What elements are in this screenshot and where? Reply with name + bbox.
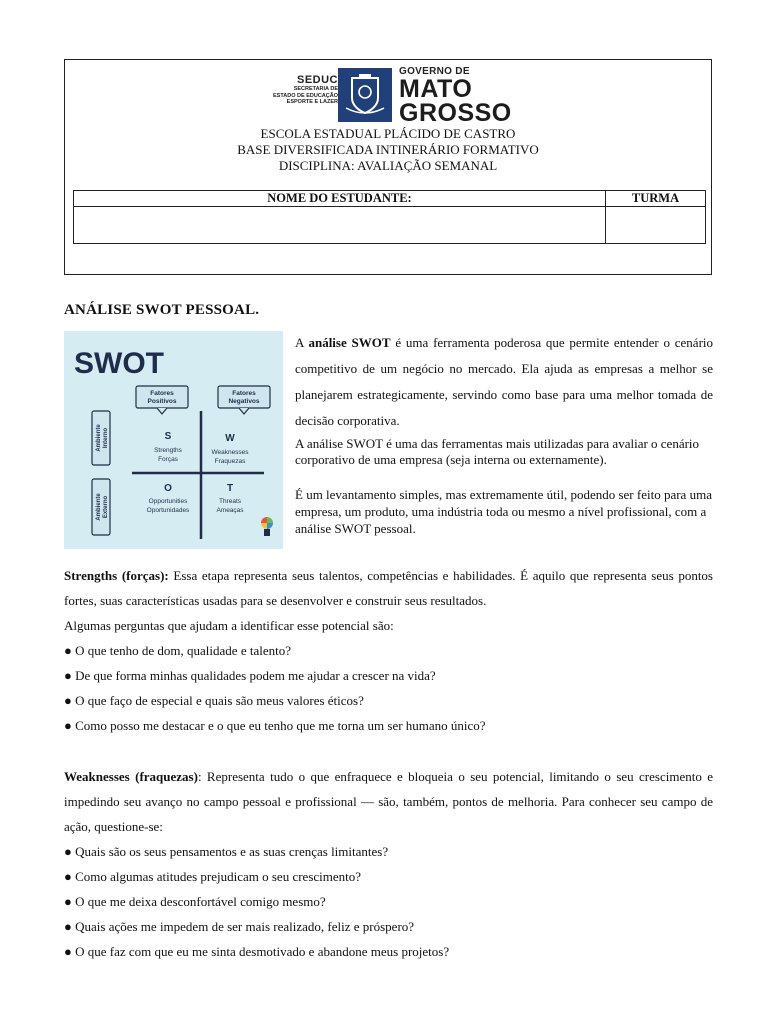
external-env-l2: Externo — [103, 495, 109, 519]
school-name: ESCOLA ESTADUAL PLÁCIDO DE CASTRO — [260, 126, 516, 141]
bullet-icon: ● — [64, 693, 72, 708]
strengths-text: Essa etapa representa seus talentos, competências e habilidades. É aquilo que representa seus pontos fortes, suas características usadas para se desenvolver e construir seus resultados. — [64, 568, 713, 608]
weaknesses-text: : Representa tudo o que enfraquece e bloqueia o seu potencial, limitando o seu crescimento e impedindo seu avanço no campo pessoal e profissional — são, também, pontos de melhoria. Para conhecer seu campo de ação, questione-se: — [64, 769, 713, 834]
strength-question-1: O que tenho de dom, qualidade e talento? — [75, 643, 291, 658]
bullet-icon: ● — [64, 718, 72, 733]
t-en: Threats — [218, 498, 242, 505]
discipline-line: DISCIPLINA: AVALIAÇÃO SEMANAL — [278, 158, 498, 173]
strengths-label: Strengths (forças): — [64, 568, 169, 583]
t-letter: T — [226, 483, 234, 494]
swot-figure — [64, 331, 283, 549]
list-item — [64, 663, 713, 688]
strengths-prompt: Algumas perguntas que ajudam a identificar esse potencial são: — [64, 618, 394, 633]
weaknesses-paragraph — [64, 764, 713, 839]
list-item — [64, 939, 713, 964]
w-en: Weaknesses — [211, 449, 249, 456]
list-item — [64, 688, 713, 713]
swot-heading: SWOT — [74, 347, 164, 380]
gov-line1: GOVERNO DE — [399, 66, 470, 77]
internal-env-l1: Ambiente — [96, 424, 102, 452]
intro-paragraph-3: É um levantamento simples, mas extremamente útil, podendo ser feito para uma empresa, um produto, uma indústria toda ou mesmo a nível profissional, com a análise SWOT pessoal. — [295, 487, 712, 536]
weakness-question-2: Como algumas atitudes prejudicam o seu crescimento? — [75, 869, 362, 884]
bullet-icon: ● — [64, 944, 72, 959]
intro-paragraph-2: A análise SWOT é uma das ferramentas mais utilizadas para avaliar o cenário corporativo de uma empresa (seja interna ou externamente). — [295, 436, 700, 467]
weaknesses-section — [64, 764, 713, 964]
external-env-l1: Ambiente — [96, 493, 102, 521]
s-pt: Forças — [158, 456, 178, 463]
bullet-icon: ● — [64, 643, 72, 658]
school-info — [65, 126, 711, 174]
intro-p1-bold: análise SWOT — [308, 335, 391, 350]
governo-logo — [399, 66, 512, 125]
intro-text — [295, 330, 713, 537]
weakness-question-4: Quais ações me impedem de ser mais realizado, feliz e próspero? — [75, 919, 415, 934]
state-crest-icon — [338, 68, 392, 122]
o-letter: O — [164, 483, 172, 494]
seduc-logo — [260, 74, 338, 106]
positive-factors-l2: Positivos — [147, 398, 177, 405]
strength-question-2: De que forma minhas qualidades podem me ajudar a crescer na vida? — [75, 668, 436, 683]
list-item — [64, 839, 713, 864]
student-table — [73, 190, 706, 244]
strength-question-3: O que faço de especial e quais são meus valores éticos? — [75, 693, 364, 708]
list-item — [64, 638, 713, 663]
logo-row — [65, 66, 711, 127]
list-item — [64, 713, 713, 738]
list-item — [64, 864, 713, 889]
intro-p1-a: A — [295, 335, 309, 350]
bullet-icon: ● — [64, 844, 72, 859]
strengths-section — [64, 563, 713, 738]
student-name-header: NOME DO ESTUDANTE: — [74, 191, 606, 207]
intro-p1-b: é uma ferramenta poderosa que permite entender o cenário competitivo de um negócio no mercado. Ela ajuda as empresas a melhor se planejarem estrategicamente, servindo como base para uma melhor tomada de decisão corporativa. — [295, 335, 714, 428]
header-box — [64, 59, 712, 275]
strengths-paragraph — [64, 563, 713, 613]
negative-factors-l2: Negativos — [228, 398, 260, 405]
list-item — [64, 914, 713, 939]
o-en: Opportunities — [148, 498, 188, 505]
s-en: Strengths — [154, 447, 182, 454]
bullet-icon: ● — [64, 668, 72, 683]
seduc-title: SEDUC — [296, 74, 338, 86]
seduc-sub3: ESPORTE E LAZER — [286, 99, 338, 105]
seduc-sub1: SECRETARIA DE — [293, 86, 338, 92]
w-letter: W — [225, 433, 235, 444]
weakness-question-1: Quais são os seus pensamentos e as suas crenças limitantes? — [75, 844, 389, 859]
student-name-field[interactable] — [74, 207, 606, 243]
class-field[interactable] — [606, 207, 705, 243]
class-header: TURMA — [606, 191, 705, 207]
strength-question-4: Como posso me destacar e o que eu tenho que me torna um ser humano único? — [75, 718, 486, 733]
bullet-icon: ● — [64, 894, 72, 909]
internal-env-l2: Interno — [103, 427, 109, 449]
weakness-question-5: O que faz com que eu me sinta desmotivado e abandone meus projetos? — [75, 944, 450, 959]
t-pt: Ameaças — [216, 507, 244, 514]
list-item — [64, 889, 713, 914]
weakness-question-3: O que me deixa desconfortável comigo mesmo? — [75, 894, 326, 909]
seduc-sub2: ESTADO DE EDUCAÇÃO — [273, 92, 338, 99]
bullet-icon: ● — [64, 919, 72, 934]
bullet-icon: ● — [64, 869, 72, 884]
gov-line3: GROSSO — [399, 99, 512, 127]
base-line: BASE DIVERSIFICADA INTINERÁRIO FORMATIVO — [237, 142, 539, 157]
w-pt: Fraquezas — [214, 458, 246, 465]
positive-factors-l1: Fatores — [150, 390, 174, 397]
o-pt: Oportunidades — [146, 507, 190, 514]
page-title: ANÁLISE SWOT PESSOAL. — [64, 302, 260, 318]
intro-paragraph-1 — [295, 330, 713, 434]
s-letter: S — [164, 431, 172, 442]
weaknesses-label: Weaknesses (fraquezas) — [64, 769, 198, 784]
gov-line2: MATO — [399, 75, 473, 103]
negative-factors-l1: Fatores — [232, 390, 256, 397]
